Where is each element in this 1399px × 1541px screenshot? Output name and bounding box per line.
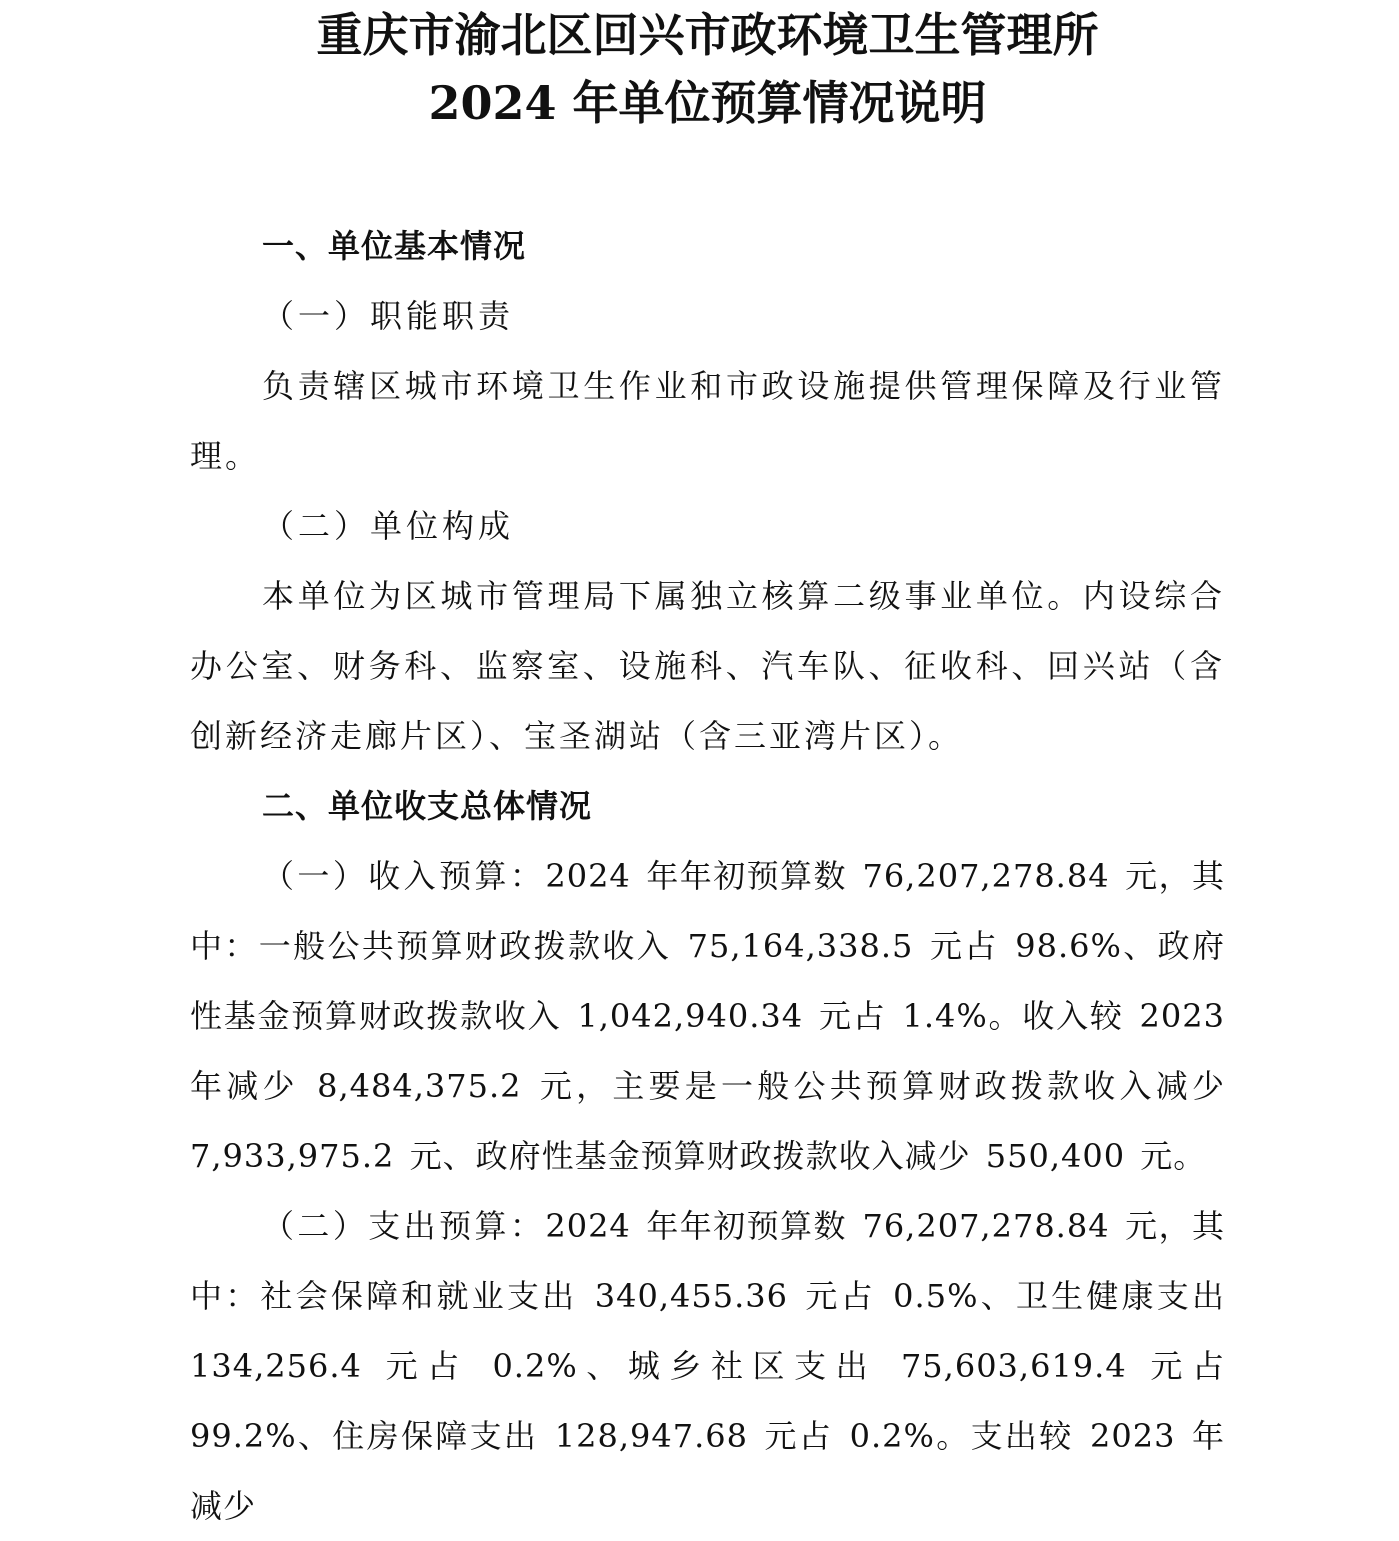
document-title-line-1: 重庆市渝北区回兴市政环境卫生管理所 <box>316 8 1099 62</box>
document-body <box>190 211 1225 1541</box>
section-heading-basic-info: 一、单位基本情况 <box>262 227 527 265</box>
paragraph-expense-budget <box>190 1191 1225 1541</box>
document-title-line-2: 2024 年单位预算情况说明 <box>428 76 987 130</box>
subheading-composition: （二）单位构成 <box>262 507 515 545</box>
income-budget-text: 2024 年年初预算数 76,207,278.84 元，其中：一般公共预算财政拨款收入 75,164,338.5 元占 98.6%、政府性基金预算财政拨款收入 1,042,940.34 元占 1.4%。收入较 2023 年减少 8,484,375.2 元，主要是一般公共预算财政拨款收入减少 7,933,975.2 元、政府性基金预算财政拨款收入减少 550,400 元。 <box>190 857 1225 1175</box>
section-heading-overall: 二、单位收支总体情况 <box>262 787 593 825</box>
subheading-duties: （一）职能职责 <box>262 297 515 335</box>
paragraph-duties: 负责辖区城市环境卫生作业和市政设施提供管理保障及行业管理。 <box>190 367 1225 475</box>
expense-budget-text: 2024 年年初预算数 76,207,278.84 元，其中：社会保障和就业支出 340,455.36 元占 0.5%、卫生健康支出 134,256.4 元占 0.2%、城乡社区支出 75,603,619.4 元占 99.2%、住房保障支出 128,947.68 元占 0.2%。支出较 2023 年减少 <box>190 1207 1225 1525</box>
income-budget-label: （一）收入预算： <box>262 857 546 895</box>
paragraph-income-budget <box>190 841 1225 1191</box>
expense-budget-label: （二）支出预算： <box>262 1207 546 1245</box>
paragraph-composition: 本单位为区城市管理局下属独立核算二级事业单位。内设综合办公室、财务科、监察室、设施科、汽车队、征收科、回兴站（含创新经济走廊片区）、宝圣湖站（含三亚湾片区）。 <box>190 577 1225 755</box>
